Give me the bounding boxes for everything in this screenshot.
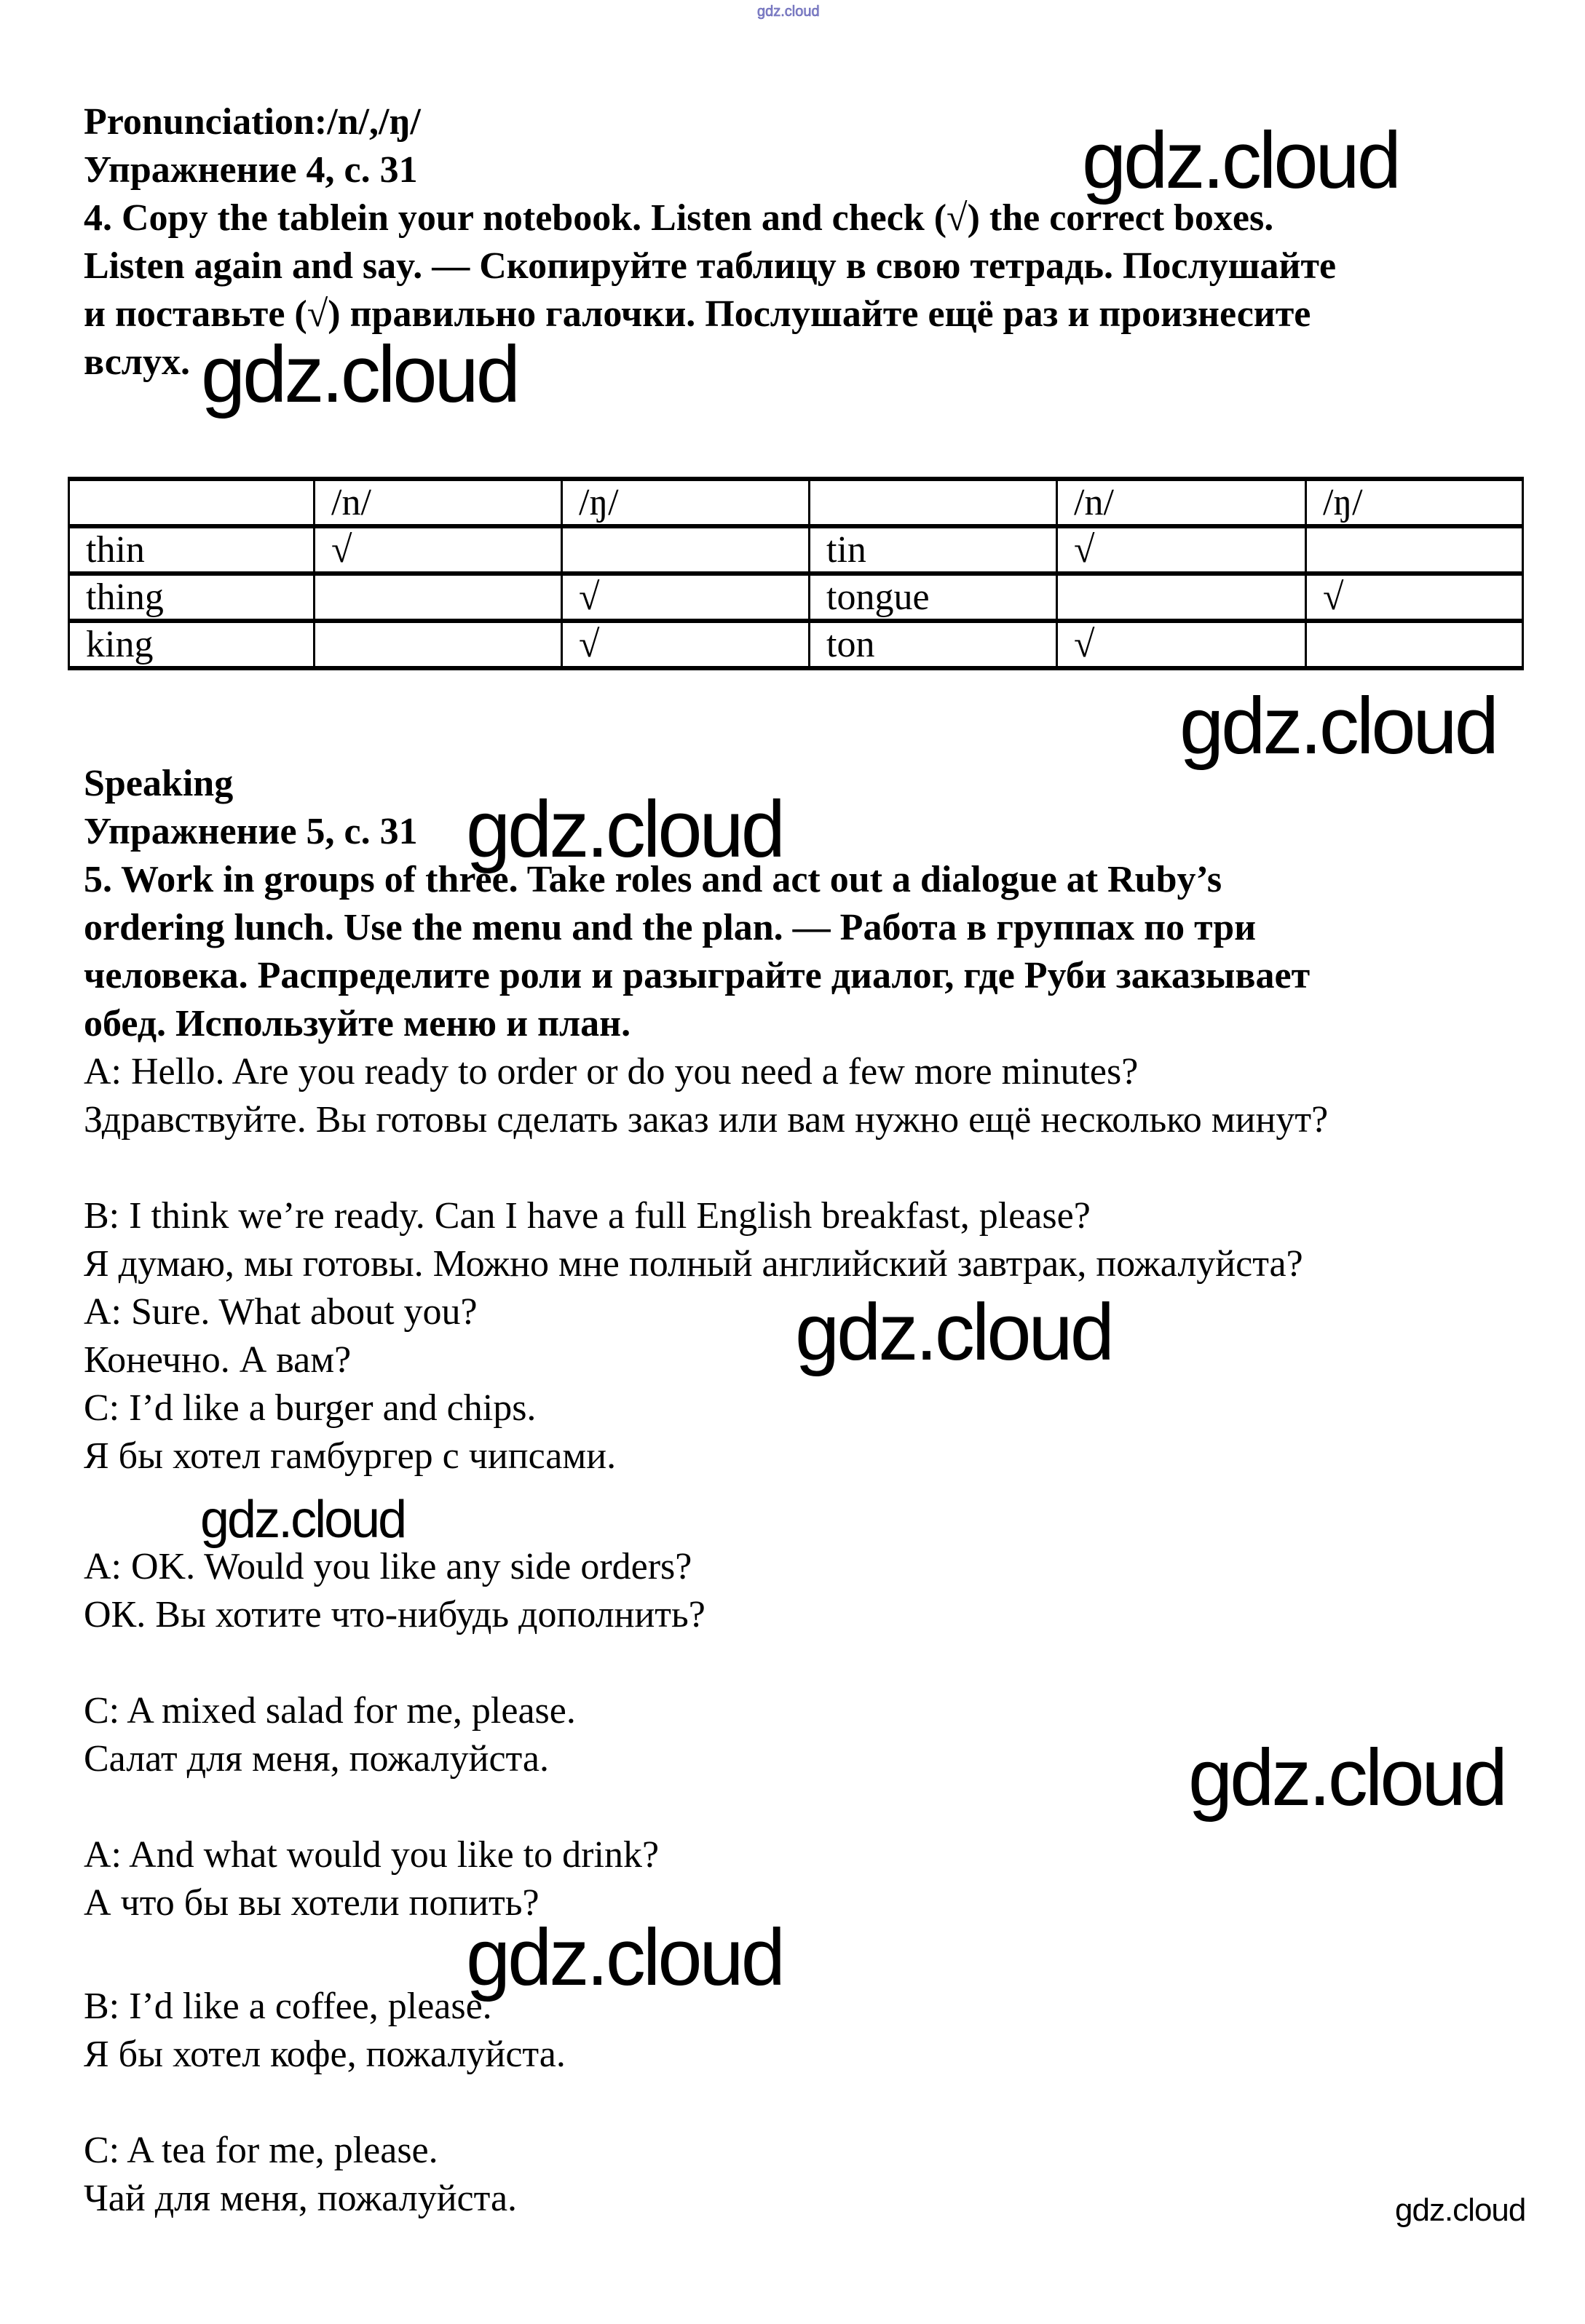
- table-cell-word: ton: [810, 621, 1057, 668]
- dialogue-line: A: OK. Would you like any side orders?: [84, 1546, 692, 1587]
- table-header-phoneme: /n/: [315, 479, 562, 526]
- exercise5-task-line: ordering lunch. Use the menu and the plan. — Работа в группах по три: [84, 907, 1257, 948]
- exercise5-title: Упражнение 5, с. 31: [84, 811, 418, 852]
- gdz-cloud-watermark: gdz.cloud: [1188, 1733, 1505, 1823]
- pronunciation-heading: Pronunciation:/n/,/ŋ/: [84, 101, 421, 143]
- exercise5-task-line: обед. Используйте меню и план.: [84, 1003, 631, 1044]
- gdz-cloud-watermark: gdz.cloud: [1179, 681, 1496, 771]
- gdz-cloud-watermark: gdz.cloud: [757, 4, 820, 20]
- dialogue-line: B: I think we’re ready. Can I have a full English breakfast, please?: [84, 1195, 1091, 1237]
- table-row: [69, 574, 1523, 621]
- table-cell-word: king: [69, 621, 315, 668]
- table-row: [69, 621, 1523, 668]
- dialogue-line: А что бы вы хотели попить?: [84, 1882, 539, 1924]
- table-cell-check: [562, 526, 810, 574]
- gdz-cloud-watermark: gdz.cloud: [795, 1288, 1112, 1377]
- dialogue-line: Конечно. А вам?: [84, 1339, 352, 1381]
- gdz-cloud-watermark: gdz.cloud: [1082, 116, 1399, 205]
- table-cell-word: thin: [69, 526, 315, 574]
- table-cell-check: [315, 621, 562, 668]
- dialogue-line: Здравствуйте. Вы готовы сделать заказ или вам нужно ещё несколько минут?: [84, 1099, 1329, 1141]
- dialogue-line: A: And what would you like to drink?: [84, 1834, 660, 1876]
- table-cell-check: √: [1057, 526, 1306, 574]
- dialogue-line: C: I’d like a burger and chips.: [84, 1387, 537, 1429]
- table-cell-check: [1057, 574, 1306, 621]
- dialogue-blank-line: [0, 2079, 1585, 2127]
- speaking-heading: Speaking: [84, 763, 234, 804]
- table-header-phoneme: /n/: [1057, 479, 1306, 526]
- exercise5-task-line: человека. Распределите роли и разыграйте диалог, где Руби заказывает: [84, 955, 1311, 996]
- table-header-cell: [69, 479, 315, 526]
- table-row: [69, 526, 1523, 574]
- dialogue-blank-line: [0, 1144, 1585, 1192]
- exercise5-task-line: 5. Work in groups of three. Take roles and act out a dialogue at Ruby’s: [84, 859, 1222, 900]
- exercise4-task-line: вслух.: [84, 341, 190, 383]
- table-cell-check: [1306, 621, 1523, 668]
- dialogue-line: Я думаю, мы готовы. Можно мне полный английский завтрак, пожалуйста?: [84, 1243, 1303, 1285]
- table-cell-check: [1306, 526, 1523, 574]
- table-header-phoneme: /ŋ/: [1306, 479, 1523, 526]
- exercise4-task-line: 4. Copy the tablein your notebook. Listen and check (√) the correct boxes.: [84, 197, 1274, 239]
- dialogue-line: C: A mixed salad for me, please.: [84, 1690, 576, 1732]
- table-header-row: [69, 479, 1523, 526]
- table-cell-check: √: [1306, 574, 1523, 621]
- dialogue-line: A: Sure. What about you?: [84, 1291, 478, 1333]
- gdz-cloud-watermark: gdz.cloud: [466, 1913, 783, 2002]
- table-cell-word: tongue: [810, 574, 1057, 621]
- dialogue-line: Я бы хотел кофе, пожалуйста.: [84, 2034, 566, 2075]
- table-header-cell: [810, 479, 1057, 526]
- table-cell-check: √: [315, 526, 562, 574]
- table-cell-check: √: [562, 574, 810, 621]
- table-cell-word: tin: [810, 526, 1057, 574]
- table-cell-check: √: [562, 621, 810, 668]
- table-header-phoneme: /ŋ/: [562, 479, 810, 526]
- table-cell-word: thing: [69, 574, 315, 621]
- gdz-cloud-watermark: gdz.cloud: [200, 1491, 406, 1549]
- exercise4-title: Упражнение 4, с. 31: [84, 149, 418, 191]
- table-cell-check: √: [1057, 621, 1306, 668]
- gdz-cloud-watermark: gdz.cloud: [466, 785, 783, 874]
- dialogue-line: C: A tea for me, please.: [84, 2130, 438, 2171]
- dialogue-blank-line: [0, 1639, 1585, 1687]
- dialogue-blank-line: [0, 1927, 1585, 1983]
- pronunciation-table: [68, 477, 1524, 670]
- dialogue-line: A: Hello. Are you ready to order or do you need a few more minutes?: [84, 1051, 1139, 1092]
- exercise4-task-line: Listen again and say. — Скопируйте таблицу в свою тетрадь. Послушайте: [84, 245, 1337, 287]
- dialogue-line: B: I’d like a coffee, please.: [84, 1986, 492, 2027]
- table-cell-check: [315, 574, 562, 621]
- dialogue-line: Чай для меня, пожалуйста.: [84, 2178, 518, 2219]
- dialogue-line: Салат для меня, пожалуйста.: [84, 1738, 549, 1780]
- dialogue-line: ОК. Вы хотите что-нибудь дополнить?: [84, 1594, 705, 1635]
- gdz-cloud-watermark: gdz.cloud: [201, 330, 518, 419]
- gdz-cloud-watermark: gdz.cloud: [1395, 2192, 1526, 2228]
- dialogue-line: Я бы хотел гамбургер с чипсами.: [84, 1435, 617, 1477]
- exercise4-task-line: и поставьте (√) правильно галочки. Послушайте ещё раз и произнесите: [84, 293, 1311, 335]
